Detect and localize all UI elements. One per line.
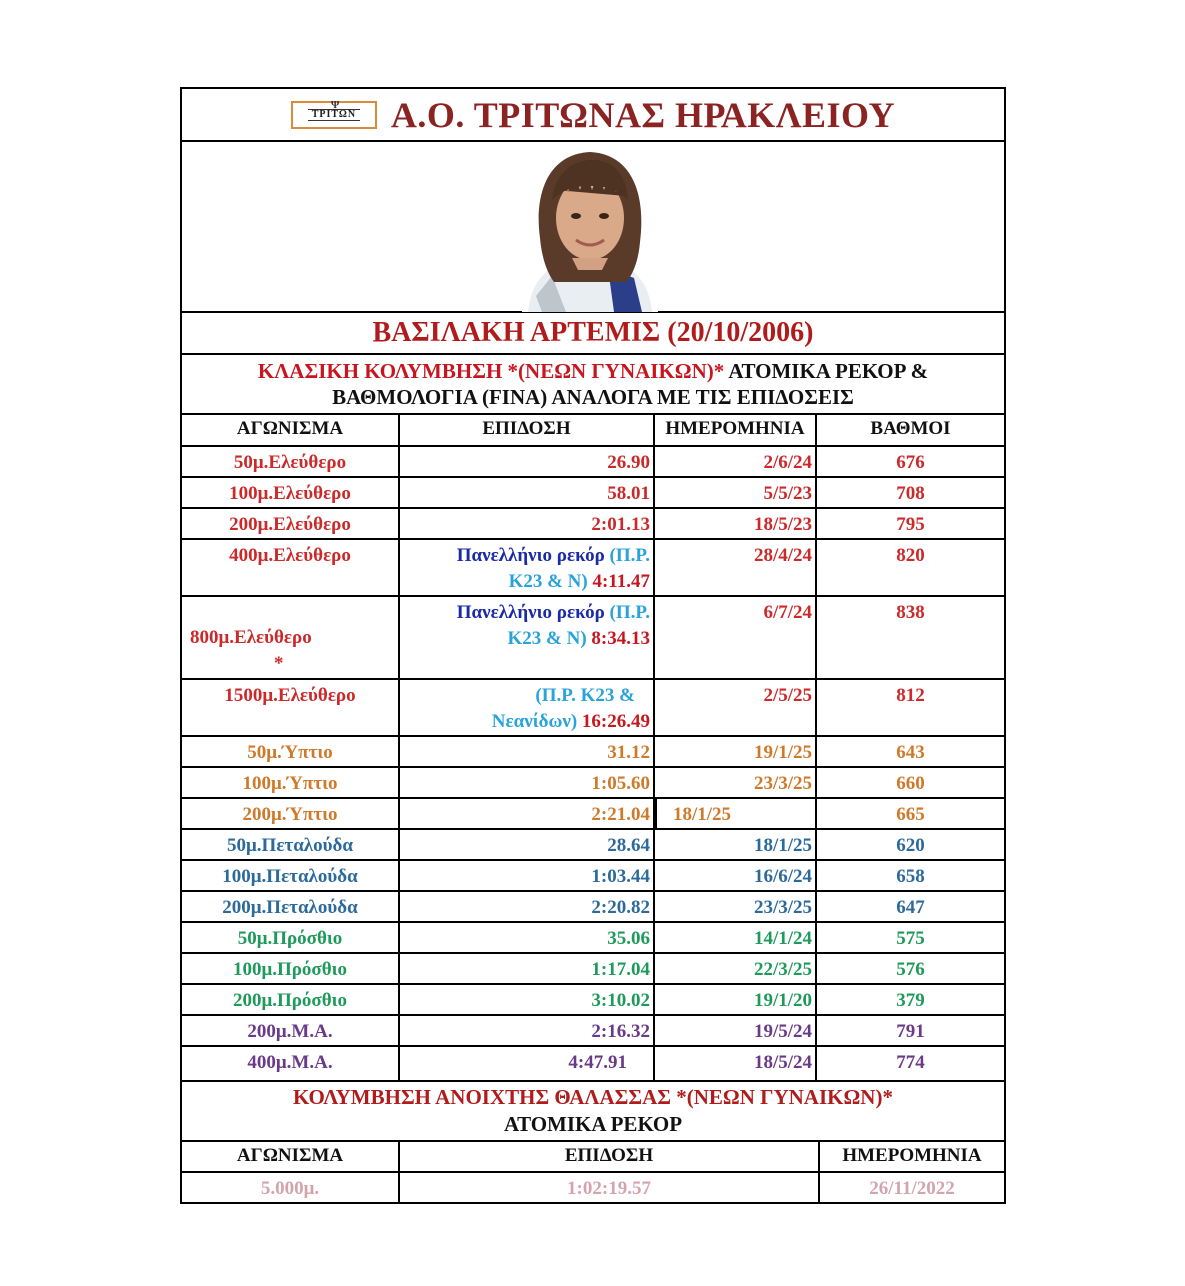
table-row: 200μ.Ελεύθερο 2:01.13 18/5/23 795 <box>182 509 1004 540</box>
athlete-portrait <box>522 146 658 312</box>
col-header-date: ΗΜΕΡΟΜΗΝΙΑ <box>655 415 817 445</box>
logo-text: ΤΡΙΤΩΝ <box>308 109 360 121</box>
club-header <box>182 89 1004 142</box>
athlete-name: ΒΑΣΙΛΑΚΗ ΑΡΤΕΜΙΣ (20/10/2006) <box>182 313 1004 355</box>
table-row: 100μ.Πεταλούδα 1:03.44 16/6/24 658 <box>182 861 1004 892</box>
open-water-title-line2: ΑΤΟΜΙΚΑ ΡΕΚΟΡ <box>503 1112 683 1136</box>
pool-section-title <box>182 355 1004 415</box>
table-row: 100μ.Ύπτιο 1:05.60 23/3/25 660 <box>182 768 1004 799</box>
table-row: 200μ.Ύπτιο 2:21.04 18/1/25 665 <box>182 799 1004 830</box>
table-row: 400μ.Μ.Α. 4:47.91 18/5/24 774 <box>182 1047 1004 1082</box>
open-water-section-title <box>182 1082 1004 1142</box>
col-header-event: ΑΓΩΝΙΣΜΑ <box>182 415 400 445</box>
col-header-points: ΒΑΘΜΟΙ <box>870 418 951 439</box>
club-logo <box>291 98 377 129</box>
table-header-row <box>182 1142 1004 1173</box>
trident-icon: Ψ <box>330 98 340 111</box>
table-row: 200μ.Μ.Α. 2:16.32 19/5/24 791 <box>182 1016 1004 1047</box>
table-row: 50μ.Ελεύθερο 26.90 2/6/24 676 <box>182 447 1004 478</box>
pool-title-line1: ΚΛΑΣΙΚΗ ΚΟΛΥΜΒΗΣΗ *(ΝΕΩΝ ΓΥΝΑΙΚΩΝ)* ΑΤΟΜΙΚΑ ΡΕΚΟΡ & <box>257 359 929 383</box>
ow-col-header-event: ΑΓΩΝΙΣΜΑ <box>182 1142 400 1171</box>
table-row: 50μ.Πεταλούδα 28.64 18/1/25 620 <box>182 830 1004 861</box>
pool-title-line2: ΒΑΘΜΟΛΟΓΙΑ (FINA) ΑΝΑΛΟΓΑ ΜΕ ΤΙΣ ΕΠΙΔΟΣΕΙΣ <box>332 385 854 409</box>
table-row: 100μ.Ελεύθερο 58.01 5/5/23 708 <box>182 478 1004 509</box>
table-header-row <box>182 415 1004 447</box>
table-row: 800μ.Ελεύθερο * Πανελλήνιο ρεκόρ (Π.Ρ. Κ23 & Ν) 8:34.13 6/7/24 838 <box>182 597 1004 680</box>
table-row: 200μ.Πρόσθιο 3:10.02 19/1/20 379 <box>182 985 1004 1016</box>
ow-col-header-time: ΕΠΙΔΟΣΗ <box>400 1142 820 1171</box>
table-row: 1500μ.Ελεύθερο (Π.Ρ. Κ23 & Νεανίδων) 16:26.49 2/5/25 812 <box>182 680 1004 737</box>
table-row: 200μ.Πεταλούδα 2:20.82 23/3/25 647 <box>182 892 1004 923</box>
table-row: 5.000μ. 1:02:19.57 26/11/2022 <box>182 1173 1004 1204</box>
record-sheet <box>180 87 1006 1204</box>
col-header-time: ΕΠΙΔΟΣΗ <box>400 415 655 445</box>
table-row: 400μ.Ελεύθερο Πανελλήνιο ρεκόρ (Π.Ρ. Κ23 & Ν) 4:11.47 28/4/24 820 <box>182 540 1004 597</box>
table-row: 100μ.Πρόσθιο 1:17.04 22/3/25 576 <box>182 954 1004 985</box>
table-row: 50μ.Ύπτιο 31.12 19/1/25 643 <box>182 737 1004 768</box>
club-name: Α.Ο. ΤΡΙΤΩΝΑΣ ΗΡΑΚΛΕΙΟΥ <box>390 94 896 135</box>
photo-band <box>182 142 1004 313</box>
open-water-title-line1: ΚΟΛΥΜΒΗΣΗ ΑΝΟΙΧΤΗΣ ΘΑΛΑΣΣΑΣ *(ΝΕΩΝ ΓΥΝΑΙΚΩΝ)* <box>293 1085 893 1109</box>
table-row: 50μ.Πρόσθιο 35.06 14/1/24 575 <box>182 923 1004 954</box>
ow-col-header-date: ΗΜΕΡΟΜΗΝΙΑ <box>842 1145 982 1166</box>
